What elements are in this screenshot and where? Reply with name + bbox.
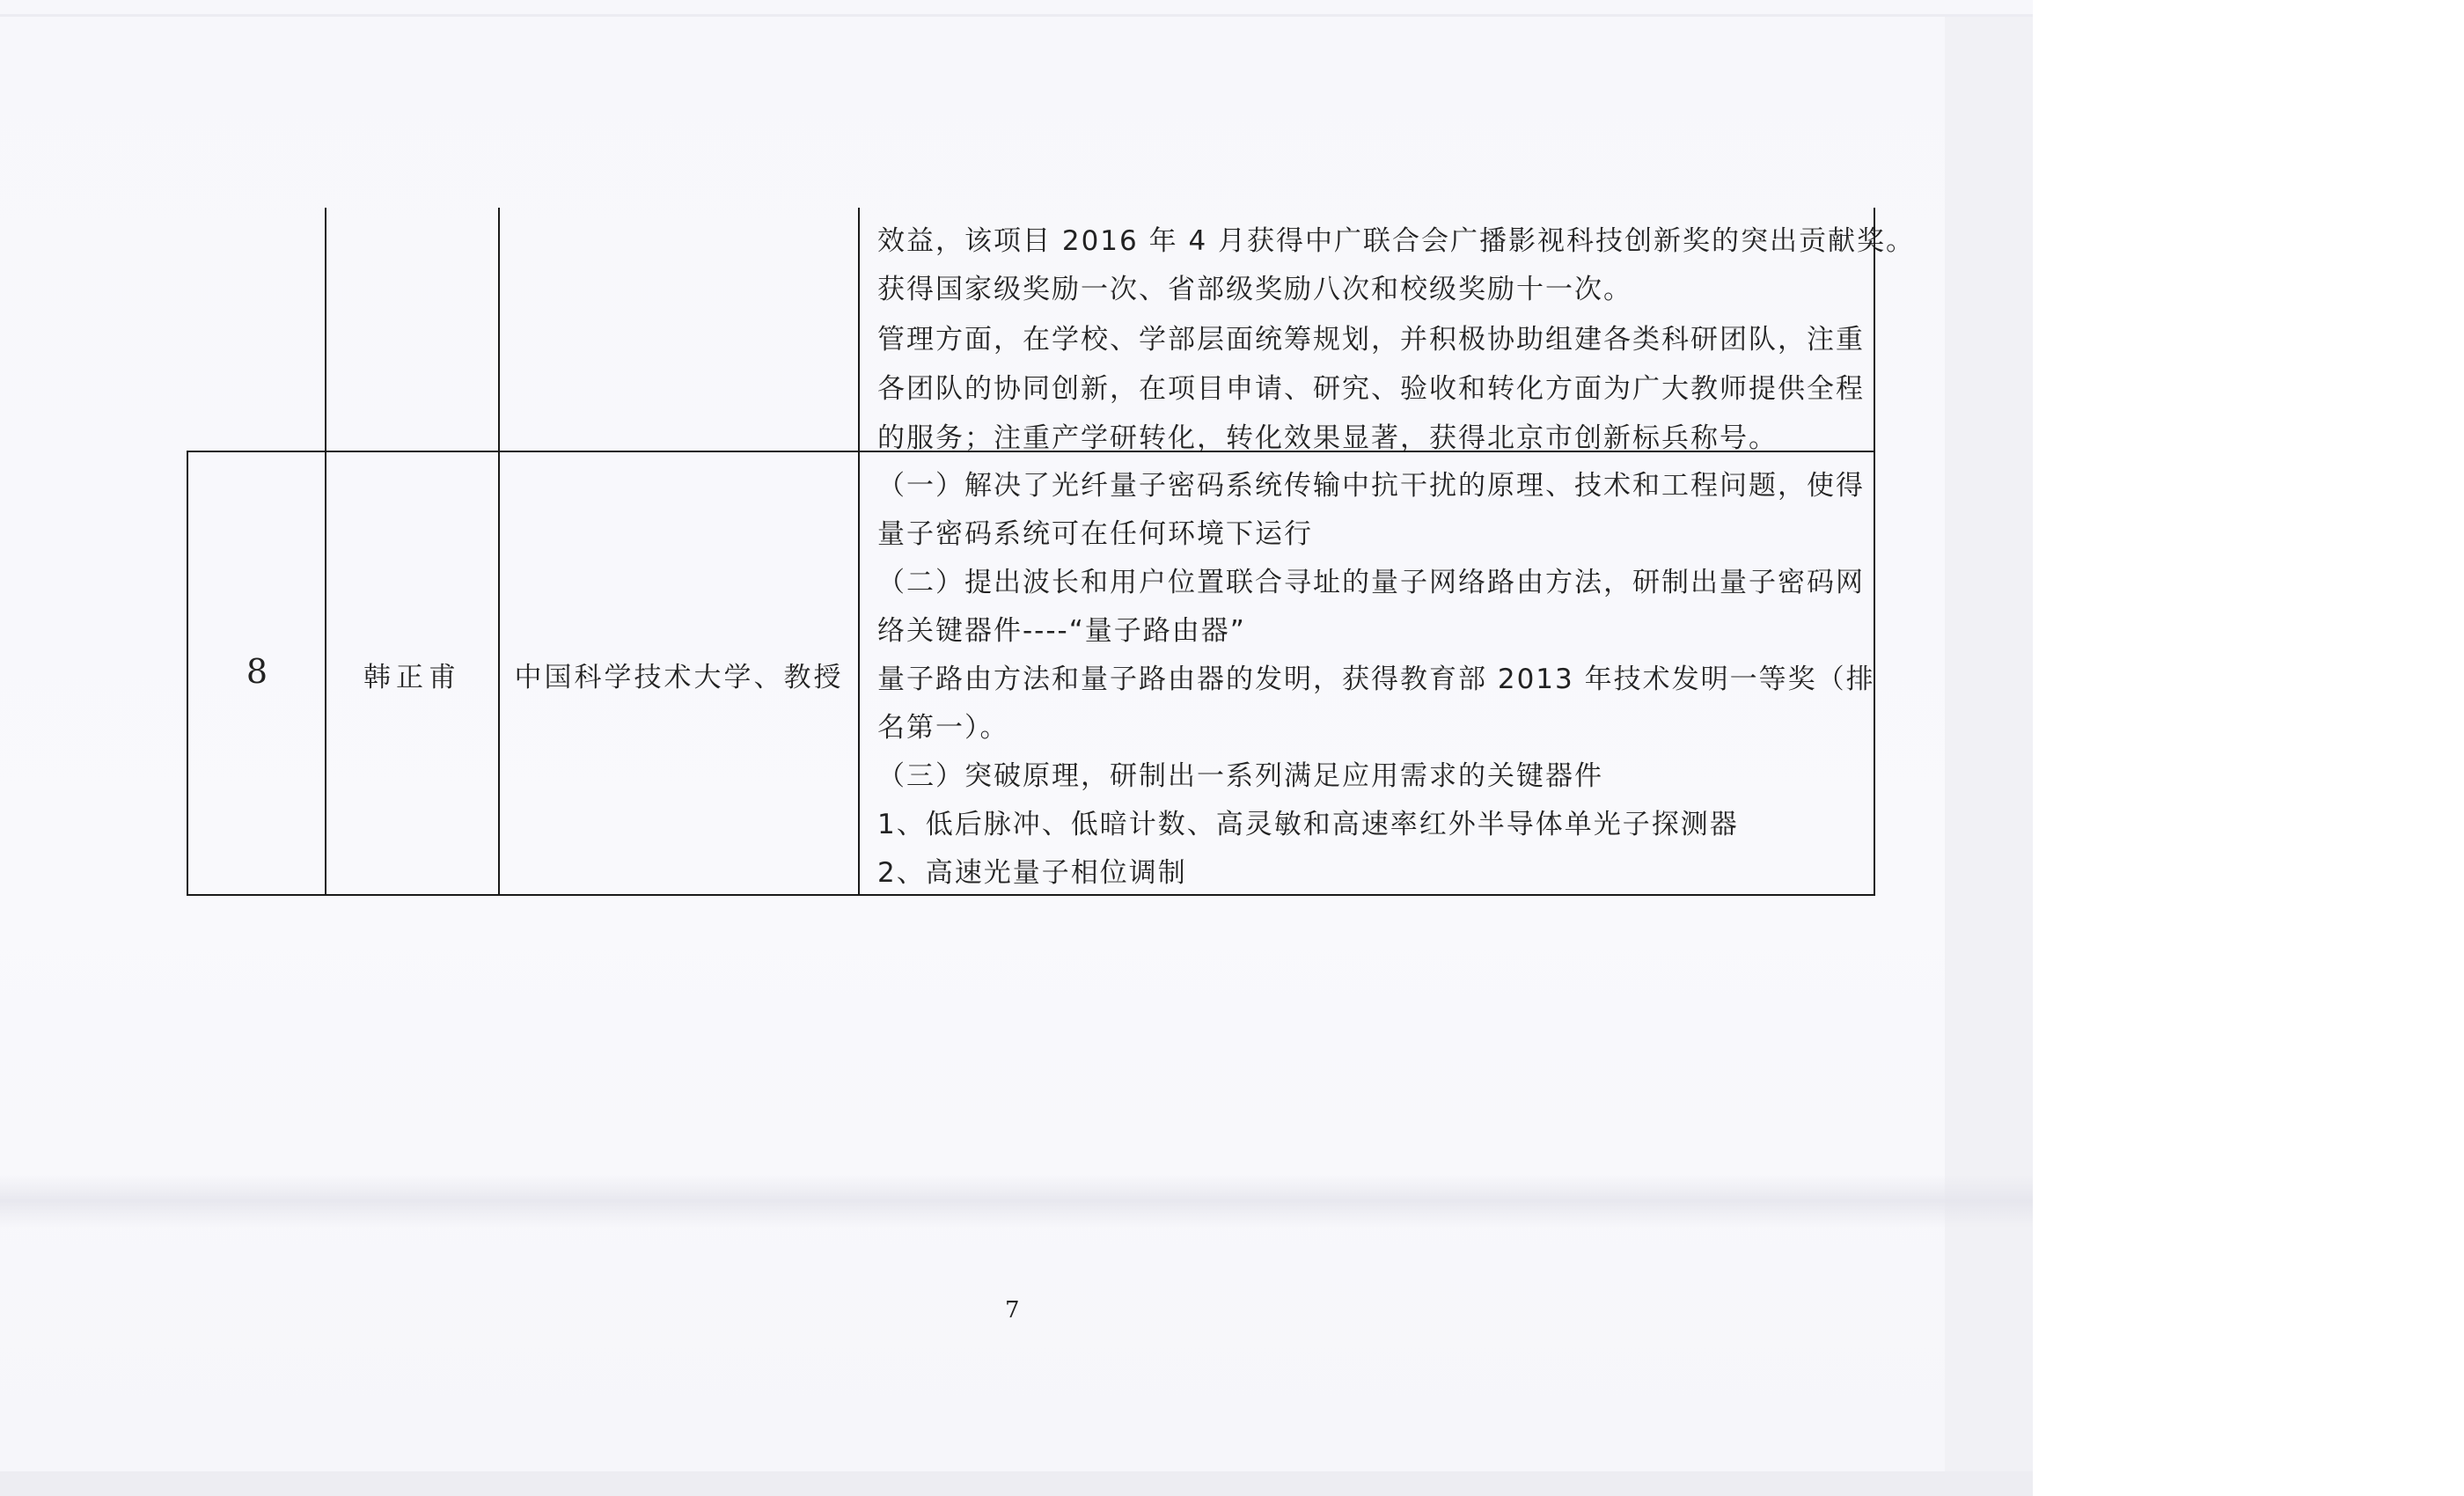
detail-line: （二）提出波长和用户位置联合寻址的量子网络路由方法，研制出量子密码网 <box>877 567 1865 598</box>
awards-table <box>187 208 1916 896</box>
page-number: 7 <box>1005 1297 1020 1324</box>
detail-line: 的服务；注重产学研转化，转化效果显著，获得北京市创新标兵称号。 <box>877 422 1778 454</box>
person-affiliation: 中国科学技术大学、教授 <box>514 662 844 693</box>
table-column-rule <box>187 451 188 896</box>
detail-line: 效益，该项目 2016 年 4 月获得中广联合会广播影视科技创新奖的突出贡献奖。 <box>877 225 1916 257</box>
row-8-details <box>877 452 1875 894</box>
detail-line: （一）解决了光纤量子密码系统传输中抗干扰的原理、技术和工程问题，使得 <box>877 470 1865 502</box>
detail-line: 名第一）。 <box>877 712 1009 744</box>
table-column-rule <box>325 208 326 896</box>
scan-bottom-edge <box>0 1471 2033 1496</box>
person-name: 韩正甫 <box>363 662 461 693</box>
table-column-rule <box>498 208 500 896</box>
table-column-rule <box>1874 208 1875 896</box>
detail-line: 量子路由方法和量子路由器的发明，获得教育部 2013 年技术发明一等奖（排 <box>877 664 1875 695</box>
detail-line: 1、低后脉冲、低暗计数、高灵敏和高速率红外半导体单光子探测器 <box>877 809 1739 840</box>
table-column-rule <box>858 208 860 896</box>
scan-top-edge <box>0 14 2033 17</box>
table-bottom-border <box>187 894 1875 896</box>
detail-line: 管理方面，在学校、学部层面统筹规划，并积极协助组建各类科研团队，注重 <box>877 324 1865 356</box>
detail-line: 获得国家级奖励一次、省部级奖励八次和校级奖励十一次。 <box>877 274 1632 305</box>
detail-line: 各团队的协同创新，在项目申请、研究、验收和转化方面为广大教师提供全程 <box>877 373 1865 405</box>
scan-right-band <box>1945 17 2033 1471</box>
continued-row-details <box>877 208 1916 454</box>
row-index: 8 <box>246 652 268 691</box>
detail-line: 2、高速光量子相位调制 <box>877 857 1187 889</box>
detail-line: 络关键器件----“量子路由器” <box>877 615 1246 647</box>
detail-line: 量子密码系统可在任何环境下运行 <box>877 518 1313 550</box>
detail-line: （三）突破原理，研制出一系列满足应用需求的关键器件 <box>877 760 1603 792</box>
scan-fold-shade <box>0 1175 2033 1228</box>
